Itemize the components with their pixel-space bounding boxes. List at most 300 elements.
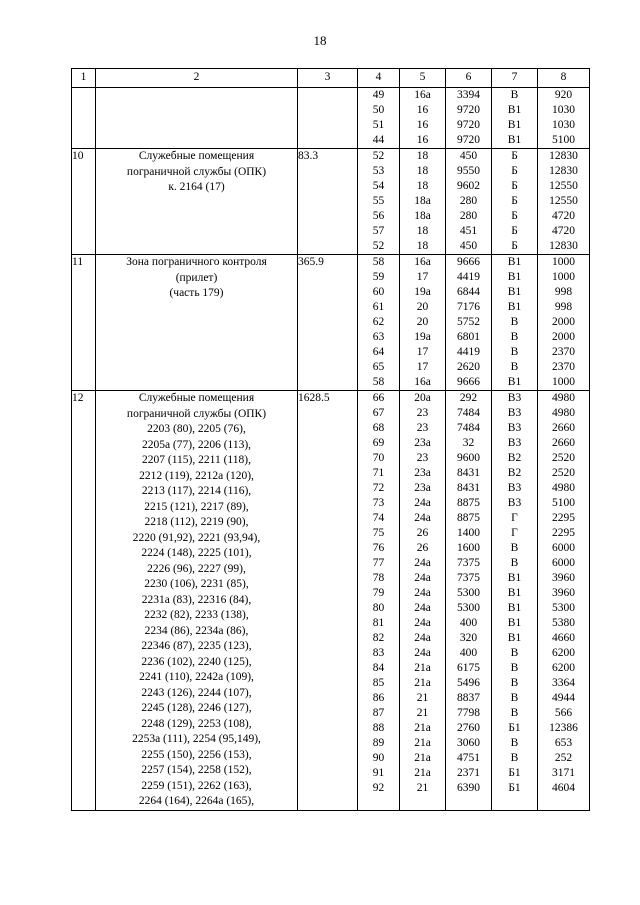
code-value: 5300 xyxy=(457,602,480,614)
section-number: 21 xyxy=(416,707,429,719)
category: В xyxy=(510,89,519,101)
section-number: 26 xyxy=(416,542,429,554)
area-value: 83.3 xyxy=(298,150,319,162)
point-number: 77 xyxy=(372,557,385,569)
code-value: 320 xyxy=(459,632,478,644)
point-number: 58 xyxy=(372,376,385,388)
distance-value: 1000 xyxy=(552,256,575,268)
header-row xyxy=(72,69,590,88)
section-number: 18 xyxy=(416,165,429,177)
room-name-cell xyxy=(96,88,298,149)
room-name-line: 2234 (86), 2234а (86), xyxy=(144,624,249,637)
code-value-cell xyxy=(446,149,492,255)
code-value: 400 xyxy=(459,617,478,629)
code-value: 9602 xyxy=(457,180,480,192)
point-number: 79 xyxy=(372,587,385,599)
code-value: 2760 xyxy=(457,722,480,734)
room-name-line: 2264 (164), 2264а (165), xyxy=(138,795,255,807)
category: Б xyxy=(511,195,518,207)
distance-value-cell xyxy=(538,391,590,811)
row-number xyxy=(72,88,96,149)
code-value: 6844 xyxy=(457,286,480,298)
room-name-line: 2203 (80), 2205 (76), xyxy=(147,423,246,435)
room-name-line: Зона пограничного контроля xyxy=(126,256,267,268)
section-number: 21а xyxy=(414,677,431,689)
page-number: 18 xyxy=(313,33,327,48)
header-cell-4: 4 xyxy=(358,69,400,88)
area-cell xyxy=(298,391,358,811)
room-name-line: (прилет) xyxy=(175,271,218,284)
category: В xyxy=(510,737,519,749)
point-number: 61 xyxy=(372,301,385,313)
room-name-line: 2213 (117), 2214 (116), xyxy=(141,485,252,497)
category: В xyxy=(510,752,519,764)
code-value: 9600 xyxy=(457,452,480,464)
header-cell-8: 8 xyxy=(538,69,590,88)
code-value: 6175 xyxy=(457,662,480,674)
distance-value: 6200 xyxy=(552,662,575,674)
point-number-cell xyxy=(358,391,400,811)
room-name-line: 2253а (111), 2254 (95,149), xyxy=(132,733,261,745)
area-value: 365.9 xyxy=(298,256,324,268)
section-number: 23 xyxy=(416,452,429,464)
data-table xyxy=(71,68,590,811)
point-number-cell xyxy=(358,255,400,391)
section-number: 21а xyxy=(414,662,431,674)
category: В xyxy=(510,692,519,704)
room-name-line: 2245 (128), 2246 (127), xyxy=(141,702,252,714)
category: В3 xyxy=(507,482,522,494)
code-value: 7484 xyxy=(457,422,480,434)
room-name-line: 2241 (110), 2242а (109), xyxy=(139,671,254,683)
distance-value: 6200 xyxy=(552,647,575,659)
distance-value: 6000 xyxy=(552,557,575,569)
distance-value: 2295 xyxy=(552,527,575,539)
area-value: 1628.5 xyxy=(298,392,330,404)
distance-value: 12830 xyxy=(549,150,578,162)
section-number-cell xyxy=(400,149,446,255)
room-name-line: 2230 (106), 2231 (85), xyxy=(144,578,249,590)
point-number-cell xyxy=(358,149,400,255)
section-number: 18 xyxy=(416,180,429,192)
code-value: 32 xyxy=(462,437,475,449)
point-number: 88 xyxy=(372,722,385,734)
distance-value: 4604 xyxy=(552,782,575,794)
category: Б1 xyxy=(508,782,521,794)
code-value: 7375 xyxy=(457,572,480,584)
point-number: 76 xyxy=(372,542,385,554)
category: В3 xyxy=(507,422,522,434)
code-value: 7375 xyxy=(457,557,480,569)
point-number: 57 xyxy=(372,225,385,237)
code-value: 292 xyxy=(459,392,478,404)
category: Б1 xyxy=(508,722,521,734)
area-cell xyxy=(298,149,358,255)
distance-value: 4720 xyxy=(552,225,575,237)
point-number: 72 xyxy=(372,482,385,494)
category: Б xyxy=(511,210,518,222)
header-cell-5: 5 xyxy=(400,69,446,88)
room-name-line: 2226 (96), 2227 (99), xyxy=(147,562,246,575)
category: В1 xyxy=(507,256,522,268)
section-number: 24а xyxy=(414,647,431,659)
code-value: 3394 xyxy=(457,89,480,101)
section-number: 24а xyxy=(414,572,431,584)
category: В1 xyxy=(507,286,522,298)
section-number: 26 xyxy=(416,527,429,539)
point-number: 52 xyxy=(372,150,385,162)
section-number: 20 xyxy=(416,316,429,328)
section-number: 24а xyxy=(414,587,431,599)
section-number: 17 xyxy=(416,346,429,358)
room-name-line: к. 2164 (17) xyxy=(168,181,225,193)
distance-value: 2000 xyxy=(552,316,575,328)
point-number: 80 xyxy=(372,602,385,614)
room-name-line: 2255 (150), 2256 (153), xyxy=(141,748,252,761)
distance-value: 4720 xyxy=(552,210,575,222)
distance-value: 653 xyxy=(554,737,573,749)
code-value: 9720 xyxy=(457,104,480,116)
point-number: 68 xyxy=(372,422,385,434)
category: Б xyxy=(511,150,518,162)
section-number: 17 xyxy=(416,361,429,373)
code-value: 4419 xyxy=(457,346,480,358)
distance-value: 3960 xyxy=(552,572,575,584)
distance-value: 1030 xyxy=(552,119,575,131)
distance-value: 3364 xyxy=(552,677,575,689)
category: В2 xyxy=(507,467,522,479)
point-number: 92 xyxy=(372,782,385,794)
category: В1 xyxy=(507,617,522,629)
room-name-line: 2207 (115), 2211 (118), xyxy=(142,454,251,466)
point-number: 66 xyxy=(372,392,385,404)
section-number: 23а xyxy=(414,437,431,449)
point-number: 53 xyxy=(372,165,385,177)
point-number-cell xyxy=(358,88,400,149)
distance-value: 12550 xyxy=(549,195,578,207)
section-number: 24а xyxy=(414,602,431,614)
distance-value: 920 xyxy=(554,89,573,101)
category: В xyxy=(510,542,519,554)
distance-value: 12550 xyxy=(549,180,578,192)
distance-value: 5380 xyxy=(552,617,575,629)
category: В1 xyxy=(507,301,522,313)
category: Б xyxy=(511,165,518,177)
room-name-line: 2212 (119), 2212а (120), xyxy=(139,469,254,482)
code-value: 6801 xyxy=(457,331,480,343)
room-name-line: 2236 (102), 2240 (125), xyxy=(141,655,252,668)
room-name-line: 2215 (121), 2217 (89), xyxy=(144,500,249,513)
room-name-cell xyxy=(96,391,298,811)
code-value: 8431 xyxy=(457,482,480,494)
point-number: 73 xyxy=(372,497,385,509)
category: Б xyxy=(511,225,518,237)
code-value: 451 xyxy=(459,225,478,237)
code-value: 5496 xyxy=(457,677,480,689)
category: Б1 xyxy=(508,767,521,779)
point-number: 59 xyxy=(372,271,385,283)
section-number: 21 xyxy=(416,692,429,704)
point-number: 55 xyxy=(372,195,385,207)
room-name-line: пограничной службы (ОПК) xyxy=(126,165,267,178)
distance-value: 12830 xyxy=(549,165,578,177)
section-number: 18 xyxy=(416,240,429,252)
room-name-line: Служебные помещения xyxy=(138,392,255,404)
distance-value: 4660 xyxy=(552,632,575,644)
section-number: 24а xyxy=(414,617,431,629)
room-name-line: 2259 (151), 2262 (163), xyxy=(141,779,252,792)
section-number: 16 xyxy=(416,134,429,146)
code-value: 450 xyxy=(459,240,478,252)
table-row xyxy=(72,149,590,255)
room-name-line: 2205а (77), 2206 (113), xyxy=(141,438,252,451)
section-number: 24а xyxy=(414,557,431,569)
category: В xyxy=(510,361,519,373)
section-number: 18а xyxy=(414,195,431,207)
point-number: 87 xyxy=(372,707,385,719)
section-number: 16 xyxy=(416,119,429,131)
category: В xyxy=(510,662,519,674)
code-value: 280 xyxy=(459,195,478,207)
category: В xyxy=(510,331,519,343)
point-number: 44 xyxy=(372,134,385,146)
section-number-cell xyxy=(400,391,446,811)
section-number-cell xyxy=(400,88,446,149)
distance-value: 252 xyxy=(554,752,573,764)
section-number: 21а xyxy=(414,752,431,764)
distance-value: 5300 xyxy=(552,602,575,614)
distance-value-cell xyxy=(538,255,590,391)
header-cell-1: 1 xyxy=(72,69,96,88)
category: В1 xyxy=(507,602,522,614)
category: В1 xyxy=(507,376,522,388)
category: Б xyxy=(511,240,518,252)
point-number: 52 xyxy=(372,240,385,252)
code-value: 9720 xyxy=(457,119,480,131)
code-value: 9666 xyxy=(457,376,480,388)
room-name-line: (часть 179) xyxy=(169,287,224,299)
code-value: 280 xyxy=(459,210,478,222)
section-number: 21а xyxy=(414,767,431,779)
category: Б xyxy=(511,180,518,192)
point-number: 54 xyxy=(372,180,385,192)
section-number: 16а xyxy=(414,376,431,388)
row-number xyxy=(72,391,96,811)
distance-value: 3960 xyxy=(552,587,575,599)
code-value: 7798 xyxy=(457,707,480,719)
room-name-cell xyxy=(96,149,298,255)
point-number: 70 xyxy=(372,452,385,464)
code-value: 5752 xyxy=(457,316,480,328)
point-number: 67 xyxy=(372,407,385,419)
distance-value: 1000 xyxy=(552,271,575,283)
row-number-text xyxy=(72,88,95,103)
table-row xyxy=(72,255,590,391)
code-value: 1600 xyxy=(457,542,480,554)
code-value: 8431 xyxy=(457,467,480,479)
point-number: 85 xyxy=(372,677,385,689)
point-number: 83 xyxy=(372,647,385,659)
point-number: 71 xyxy=(372,467,385,479)
table-row xyxy=(72,391,590,811)
room-name-line: пограничной службы (ОПК) xyxy=(126,407,267,420)
section-number: 19а xyxy=(414,286,431,298)
category: В3 xyxy=(507,497,522,509)
category: В xyxy=(510,316,519,328)
section-number: 16 xyxy=(416,104,429,116)
section-number: 23 xyxy=(416,422,429,434)
room-name-line: 2218 (112), 2219 (90), xyxy=(144,516,249,528)
distance-value: 566 xyxy=(554,707,573,719)
row-number xyxy=(72,255,96,391)
category-cell xyxy=(492,391,538,811)
section-number: 17 xyxy=(416,271,429,283)
area-cell xyxy=(298,255,358,391)
point-number: 56 xyxy=(372,210,385,222)
distance-value: 1030 xyxy=(552,104,575,116)
point-number: 82 xyxy=(372,632,385,644)
code-value: 5300 xyxy=(457,587,480,599)
distance-value: 12830 xyxy=(549,240,578,252)
distance-value: 12386 xyxy=(549,722,578,734)
section-number: 18 xyxy=(416,150,429,162)
code-value: 1400 xyxy=(457,527,480,539)
category: Г xyxy=(511,527,518,539)
code-value-cell xyxy=(446,391,492,811)
point-number: 60 xyxy=(372,286,385,298)
distance-value: 2660 xyxy=(552,422,575,434)
section-number: 24а xyxy=(414,632,431,644)
distance-value: 3171 xyxy=(552,767,575,779)
category: В3 xyxy=(507,437,522,449)
room-name-line: Служебные помещения xyxy=(138,150,255,162)
section-number-cell xyxy=(400,255,446,391)
distance-value-cell xyxy=(538,149,590,255)
distance-value: 998 xyxy=(554,301,573,313)
category: В2 xyxy=(507,452,522,464)
section-number: 21а xyxy=(414,722,431,734)
section-number: 20а xyxy=(414,392,431,404)
code-value-cell xyxy=(446,88,492,149)
code-value: 6390 xyxy=(457,782,480,794)
category: В1 xyxy=(507,119,522,131)
category: В xyxy=(510,557,519,569)
row-number-text: 11 xyxy=(72,256,84,268)
section-number: 21 xyxy=(416,782,429,794)
room-name-line: 2231а (83), 22316 (84), xyxy=(141,593,252,606)
distance-value: 4980 xyxy=(552,407,575,419)
code-value: 3060 xyxy=(457,737,480,749)
category: В1 xyxy=(507,587,522,599)
point-number: 63 xyxy=(372,331,385,343)
category: В1 xyxy=(507,104,522,116)
category: В1 xyxy=(507,632,522,644)
section-number: 20 xyxy=(416,301,429,313)
section-number: 23а xyxy=(414,482,431,494)
point-number: 90 xyxy=(372,752,385,764)
point-number: 84 xyxy=(372,662,385,674)
distance-value-cell xyxy=(538,88,590,149)
distance-value: 6000 xyxy=(552,542,575,554)
section-number: 18 xyxy=(416,225,429,237)
distance-value: 5100 xyxy=(552,134,575,146)
distance-value: 2520 xyxy=(552,467,575,479)
category: В3 xyxy=(507,392,522,404)
point-number: 86 xyxy=(372,692,385,704)
code-value: 2371 xyxy=(457,767,480,779)
distance-value: 2660 xyxy=(552,437,575,449)
code-value: 9666 xyxy=(457,256,480,268)
table-row xyxy=(72,88,590,149)
code-value: 2620 xyxy=(457,361,480,373)
category: В3 xyxy=(507,407,522,419)
room-name-line: 2257 (154), 2258 (152), xyxy=(141,764,252,776)
distance-value: 2520 xyxy=(552,452,575,464)
room-name-line: 22346 (87), 2235 (123), xyxy=(141,640,252,652)
section-number: 24а xyxy=(414,512,431,524)
header-cell-3: 3 xyxy=(298,69,358,88)
code-value: 7484 xyxy=(457,407,480,419)
distance-value: 4980 xyxy=(552,392,575,404)
section-number: 23а xyxy=(414,467,431,479)
section-number: 21а xyxy=(414,737,431,749)
section-number: 16а xyxy=(414,256,431,268)
distance-value: 2370 xyxy=(552,346,575,358)
category-cell xyxy=(492,255,538,391)
point-number: 69 xyxy=(372,437,385,449)
distance-value: 5100 xyxy=(552,497,575,509)
code-value: 4751 xyxy=(457,752,480,764)
point-number: 75 xyxy=(372,527,385,539)
header-cell-2: 2 xyxy=(96,69,298,88)
point-number: 81 xyxy=(372,617,385,629)
section-number: 18а xyxy=(414,210,431,222)
room-name-line: 2243 (126), 2244 (107), xyxy=(141,686,252,699)
row-number xyxy=(72,149,96,255)
category: В xyxy=(510,707,519,719)
point-number: 62 xyxy=(372,316,385,328)
category: Г xyxy=(511,512,518,524)
point-number: 49 xyxy=(372,89,385,101)
distance-value: 998 xyxy=(554,286,573,298)
point-number: 78 xyxy=(372,572,385,584)
category: В xyxy=(510,647,519,659)
point-number: 65 xyxy=(372,361,385,373)
table-body xyxy=(72,88,590,811)
code-value: 4419 xyxy=(457,271,480,283)
point-number: 91 xyxy=(372,767,385,779)
area-cell xyxy=(298,88,358,149)
area-value xyxy=(298,88,357,103)
code-value: 8875 xyxy=(457,512,480,524)
row-number-text: 12 xyxy=(72,392,84,404)
distance-value: 4980 xyxy=(552,482,575,494)
code-value: 8875 xyxy=(457,497,480,509)
point-number: 89 xyxy=(372,737,385,749)
room-name-line: 2248 (129), 2253 (108), xyxy=(141,717,252,730)
room-name-line: 2220 (91,92), 2221 (93,94), xyxy=(132,531,261,544)
section-number: 23 xyxy=(416,407,429,419)
section-number: 24а xyxy=(414,497,431,509)
point-number: 58 xyxy=(372,256,385,268)
distance-value: 1000 xyxy=(552,376,575,388)
category: В xyxy=(510,677,519,689)
point-number: 51 xyxy=(372,119,385,131)
code-value: 7176 xyxy=(457,301,480,313)
header-cell-6: 6 xyxy=(446,69,492,88)
category-cell xyxy=(492,88,538,149)
category: В xyxy=(510,346,519,358)
